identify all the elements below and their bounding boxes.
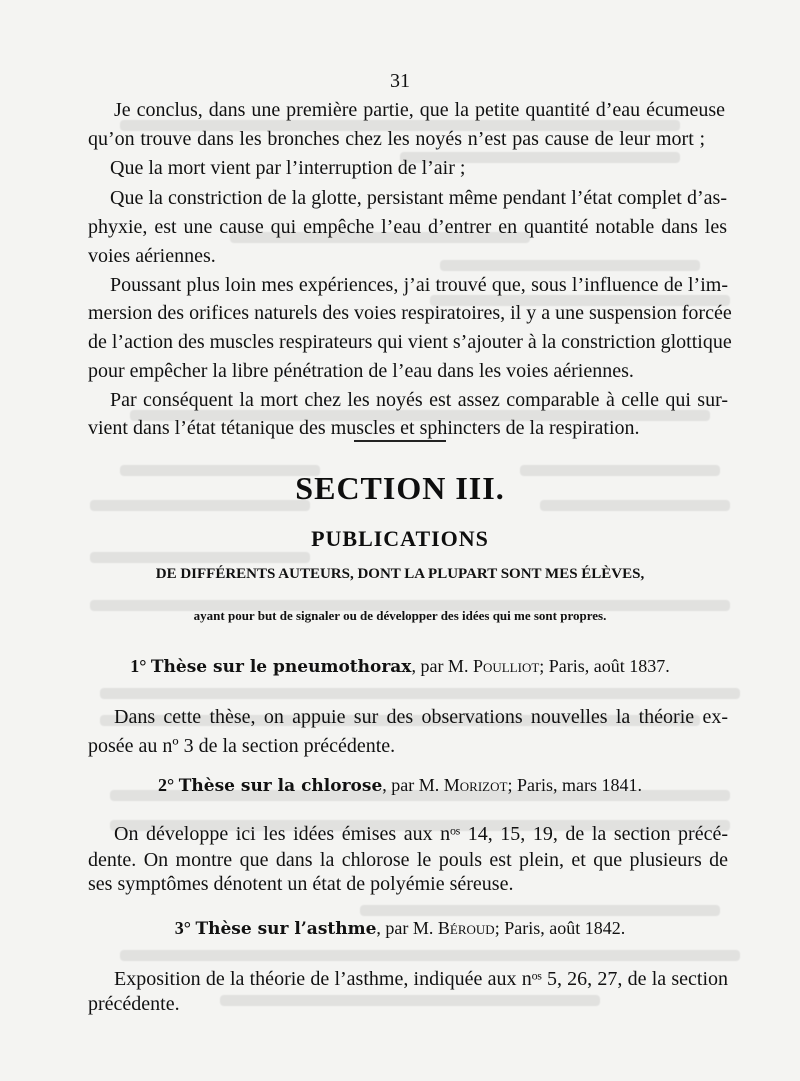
intro-line: vient dans l’état tétanique des muscles et sphincters de la respiration. [88, 417, 640, 439]
intro-line: de l’action des muscles respirateurs qui vient s’ajouter à la constriction glottique [88, 331, 732, 353]
entry-heading-2 [0, 775, 800, 796]
entry-body-line: Exposition de la théorie de l’asthme, indiquée aux nᵒˢ 5, 26, 27, de la section [114, 968, 728, 990]
entry-place-date: ; Paris, août 1837. [539, 656, 670, 676]
entry-body-line: dente. On montre que dans la chlorose le pouls est plein, et que plusieurs de [88, 849, 728, 871]
entry-author: Béroud [437, 918, 495, 938]
publications-heading: PUBLICATIONS [311, 526, 489, 551]
entry-by: , par M. [382, 775, 440, 795]
section-divider [354, 440, 446, 442]
entry-title: Thèse sur l’asthme [195, 919, 377, 939]
intro-line: phyxie, est une cause qui empêche l’eau d’entrer en quantité notable dans les [88, 216, 727, 238]
entry-number: 1° [130, 656, 147, 676]
entry-place-date: ; Paris, août 1842. [494, 918, 626, 938]
intro-line: Je conclus, dans une première partie, que la petite quantité d’eau écumeuse [114, 99, 725, 121]
entry-title: Thèse sur la chlorose [178, 776, 383, 796]
entry-body-line: précédente. [88, 993, 180, 1015]
intro-line: mersion des orifices naturels des voies respiratoires, il y a une suspension forcée [88, 302, 732, 324]
entry-author: Poulliot [472, 656, 540, 676]
entry-body-line: Dans cette thèse, on appuie sur des observations nouvelles la théorie ex- [114, 706, 728, 728]
entry-number: 3° [174, 918, 191, 938]
entry-body-line: posée au nº 3 de la section précédente. [88, 735, 396, 757]
entry-heading-1 [0, 656, 800, 677]
section-title: SECTION III. [295, 470, 505, 506]
page-number: 31 [390, 70, 410, 92]
intro-line: Que la mort vient par l’interruption de l’air ; [110, 157, 466, 179]
entry-by: , par M. [376, 918, 434, 938]
entry-title: Thèse sur le pneumothorax [150, 657, 412, 677]
intro-line: voies aériennes. [88, 245, 216, 267]
entry-place-date: ; Paris, mars 1841. [507, 775, 642, 795]
section-purpose: ayant pour but de signaler ou de développer des idées qui me sont propres. [193, 608, 607, 623]
entry-body-line: On développe ici les idées émises aux nᵒˢ 14, 15, 19, de la section précé- [114, 823, 728, 845]
intro-line: Par conséquent la mort chez les noyés est assez comparable à celle qui sur- [110, 389, 728, 411]
intro-line: pour empêcher la libre pénétration de l’eau dans les voies aériennes. [88, 360, 634, 382]
intro-line: Poussant plus loin mes expériences, j’ai trouvé que, sous l’influence de l’im- [110, 274, 728, 296]
intro-line: Que la constriction de la glotte, persistant même pendant l’état complet d’as- [110, 187, 727, 209]
entry-body-line: ses symptômes dénotent un état de polyémie séreuse. [88, 873, 514, 895]
entry-by: , par M. [411, 656, 469, 676]
intro-line: qu’on trouve dans les bronches chez les noyés n’est pas cause de leur mort ; [88, 128, 705, 150]
entry-number: 2° [158, 775, 175, 795]
entry-heading-3 [0, 918, 800, 939]
entry-author: Morizot [443, 775, 508, 795]
section-subheading: DE DIFFÉRENTS AUTEURS, DONT LA PLUPART SONT MES ÉLÈVES, [155, 566, 645, 582]
